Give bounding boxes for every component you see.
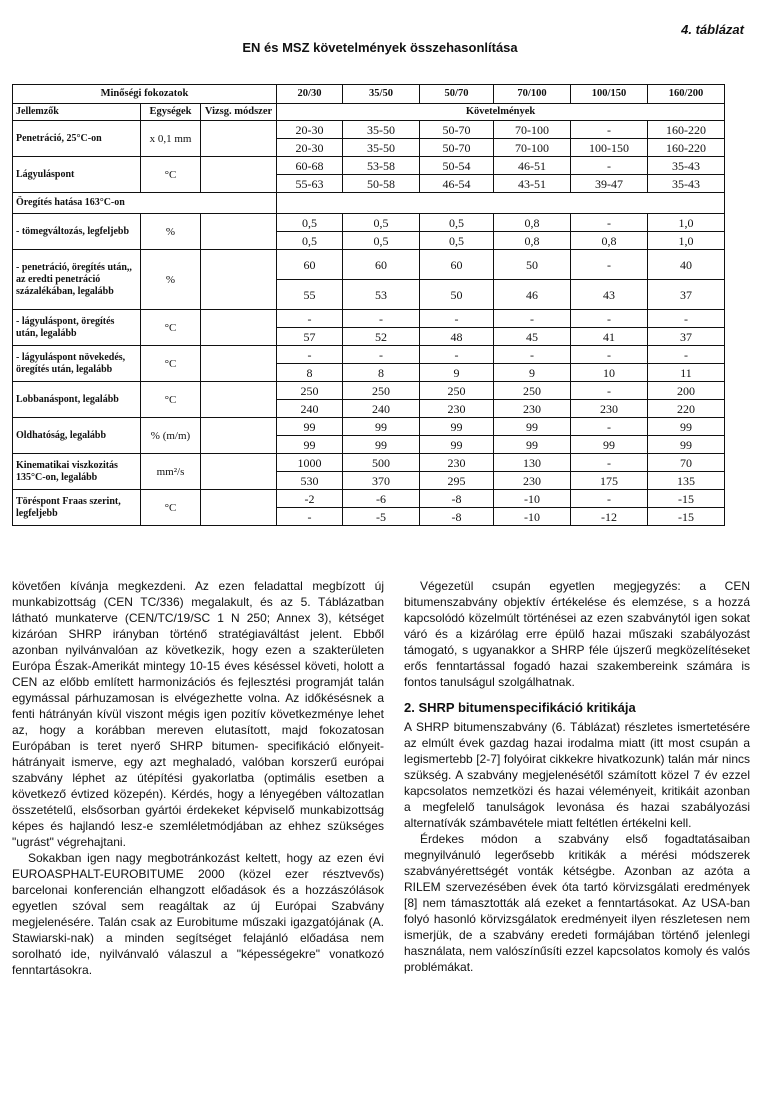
row-label: - lágyuláspont, öregítés után, legalább — [13, 310, 141, 346]
col-header-unit: Egységek — [141, 104, 201, 121]
msz-value-cell: 53 — [343, 280, 420, 310]
row-unit: % (m/m) — [141, 418, 201, 454]
en-value-cell: - — [343, 310, 420, 328]
msz-value-cell: -5 — [343, 508, 420, 526]
msz-value-cell: 37 — [648, 328, 725, 346]
row-unit: mm²/s — [141, 454, 201, 490]
row-unit: °C — [141, 310, 201, 346]
col-header-method: Vizsg. módszer — [201, 104, 277, 121]
en-value-cell: 70 — [648, 454, 725, 472]
msz-value-cell: 55 — [277, 280, 343, 310]
row-label: Kinematikai viszkozitás 135°C-on, legalább — [13, 454, 141, 490]
msz-value-cell: 43 — [571, 280, 648, 310]
msz-value-cell: 230 — [571, 400, 648, 418]
msz-value-cell: 57 — [277, 328, 343, 346]
row-unit: % — [141, 214, 201, 250]
table-row — [13, 346, 725, 364]
en-value-cell: 46-51 — [494, 157, 571, 175]
msz-value-cell: - — [277, 508, 343, 526]
msz-value-cell: 99 — [571, 436, 648, 454]
en-value-cell: 1,0 — [648, 214, 725, 232]
en-value-cell: 40 — [648, 250, 725, 280]
en-value-cell: 60-68 — [277, 157, 343, 175]
en-value-cell: 50-70 — [420, 121, 494, 139]
en-value-cell: - — [571, 418, 648, 436]
en-value-cell: - — [571, 490, 648, 508]
msz-value-cell: 20-30 — [277, 139, 343, 157]
table-number-label: 4. táblázat — [681, 22, 744, 37]
msz-value-cell: 220 — [648, 400, 725, 418]
msz-value-cell: 99 — [277, 436, 343, 454]
msz-value-cell: 52 — [343, 328, 420, 346]
row-method — [201, 490, 277, 526]
msz-value-cell: 10 — [571, 364, 648, 382]
grade-cell: 100/150 — [571, 85, 648, 104]
left-text-column — [12, 578, 384, 978]
en-value-cell: - — [648, 310, 725, 328]
paragraph: Sokakban igen nagy megbotránkozást keltett, hogy az ezen évi EUROASPHALT-EUROBITUME 2000 (közel ezer résztvevős) barcelonai konferencián elhangzott előadások és a hozzászólások egyetlen szóval sem reagáltak az új Európai Szabvány megjelenésére. Talán csak az Eurobitume műszaki igazgatójának (A. Stawiarski-nak) a minden segítséget felajánló előadása nem sorolható ide, nyilvánvaló válaszul a "képességekre" vonatkozó fenntartásokra. — [12, 851, 384, 977]
en-value-cell: 60 — [343, 250, 420, 280]
msz-value-cell: -8 — [420, 508, 494, 526]
msz-value-cell: 135 — [648, 472, 725, 490]
msz-value-cell: 11 — [648, 364, 725, 382]
row-method — [201, 214, 277, 250]
en-value-cell: 50-54 — [420, 157, 494, 175]
msz-value-cell: 99 — [648, 436, 725, 454]
en-value-cell: - — [571, 157, 648, 175]
msz-value-cell: 9 — [420, 364, 494, 382]
en-value-cell: 35-50 — [343, 121, 420, 139]
en-value-cell: -10 — [494, 490, 571, 508]
en-value-cell: 1000 — [277, 454, 343, 472]
right-text-column — [404, 578, 750, 975]
requirements-header: Követelmények — [277, 104, 725, 121]
en-value-cell: 99 — [648, 418, 725, 436]
msz-value-cell: 230 — [494, 400, 571, 418]
row-unit: °C — [141, 490, 201, 526]
msz-value-cell: 50-58 — [343, 175, 420, 193]
msz-value-cell: 50-70 — [420, 139, 494, 157]
msz-value-cell: 35-50 — [343, 139, 420, 157]
msz-value-cell: 99 — [343, 436, 420, 454]
row-label: - lágyuláspont növekedés, öregítés után, legalább — [13, 346, 141, 382]
table-section-label: Öregítés hatása 163°C-on — [13, 193, 277, 214]
msz-value-cell: 35-43 — [648, 175, 725, 193]
en-value-cell: 230 — [420, 454, 494, 472]
en-value-cell: - — [571, 310, 648, 328]
grade-cell: 35/50 — [343, 85, 420, 104]
msz-value-cell: 230 — [494, 472, 571, 490]
row-method — [201, 310, 277, 346]
msz-value-cell: 0,5 — [277, 232, 343, 250]
en-value-cell: 0,5 — [277, 214, 343, 232]
row-method — [201, 250, 277, 310]
msz-value-cell: 55-63 — [277, 175, 343, 193]
en-value-cell: 53-58 — [343, 157, 420, 175]
en-value-cell: 99 — [343, 418, 420, 436]
en-value-cell: 250 — [420, 382, 494, 400]
msz-value-cell: 370 — [343, 472, 420, 490]
row-method — [201, 346, 277, 382]
grade-cell: 50/70 — [420, 85, 494, 104]
en-value-cell: 0,5 — [420, 214, 494, 232]
msz-value-cell: 43-51 — [494, 175, 571, 193]
en-value-cell: - — [494, 346, 571, 364]
table-row — [13, 250, 725, 280]
paragraph: Érdekes módon a szabvány első fogadtatásaiban megnyilvánuló legerősebb kritikák a mérési módszerek szabványérettségét vonták kétségbe. Azonban az azóta a RILEM szervezésében évek óta tartó körvizsgálati eredmények [8] nem támasztották alá ezeket a fenntartásokat. Az USA-ban folyó hasonló körvizsgálatok eredményeit ilyen részletesen nem ismerjük, de a szabvány eredeti formájában történő jelenlegi használata, nem valószínűsíti ezzel kapcsolatos komoly és valós problémákat. — [404, 832, 750, 974]
en-value-cell: 500 — [343, 454, 420, 472]
table-empty-cell — [277, 193, 725, 214]
en-value-cell: 0,8 — [494, 214, 571, 232]
en-value-cell: 20-30 — [277, 121, 343, 139]
msz-value-cell: 46 — [494, 280, 571, 310]
en-value-cell: 60 — [277, 250, 343, 280]
en-value-cell: 35-43 — [648, 157, 725, 175]
en-value-cell: 60 — [420, 250, 494, 280]
msz-value-cell: 99 — [420, 436, 494, 454]
table-row — [13, 121, 725, 139]
msz-value-cell: 0,5 — [343, 232, 420, 250]
en-value-cell: - — [648, 346, 725, 364]
msz-value-cell: 0,5 — [420, 232, 494, 250]
paragraph: követően kívánja megkezdeni. Az ezen feladattal megbízott új munkabizottság (CEN TC/336) megalakult, és az 5. Táblázatban látható munkaterve (CEN/TC/19/SC 1 N 250; Annex 3), kétséget kizáróan SHRP irányban történő stratégiaváltást jelent. Ebből azonban nyilvánvalóan az következik, hogy ezen a szakterületen Európa Észak-Amerikát mintegy 10-15 éves késéssel követi, holott a CEN az előbb említett harmonizációs és fejlesztési programját talán egymással párhuzamosan is elvégezhette volna. Az időkésésnek a fenti hátrányán kívül viszont mégis igen pozitív következménye lehet az, hogy a korábban mereven elutasított, majd fokozatosan Európában is teret nyerő SHRP bitumen- specifikáció előnyeit-hátrányait ismerve, egy azt meghaladó, valóban korszerű európai szabvány léphet az útépítési gyakorlatba (optimális esetben a következő évtized közepén). Kérdés, hogy a lényegében változatlan összetételű, elsősorban gyártói érdekeket képviselő munkabizottság képes és hajlandó lesz-e szemléletmódjában az ehhez szükséges "ugrást" végrehajtani. — [12, 579, 384, 849]
en-value-cell: 200 — [648, 382, 725, 400]
en-value-cell: - — [494, 310, 571, 328]
msz-value-cell: 99 — [494, 436, 571, 454]
en-value-cell: 0,5 — [343, 214, 420, 232]
row-unit: °C — [141, 346, 201, 382]
grade-cell: 160/200 — [648, 85, 725, 104]
comparison-table — [12, 84, 725, 526]
msz-value-cell: 37 — [648, 280, 725, 310]
row-method — [201, 382, 277, 418]
en-value-cell: - — [571, 346, 648, 364]
table-row — [13, 490, 725, 508]
section-heading: 2. SHRP bitumenspecifikáció kritikája — [404, 700, 636, 715]
msz-value-cell: -10 — [494, 508, 571, 526]
en-value-cell: -15 — [648, 490, 725, 508]
en-value-cell: -8 — [420, 490, 494, 508]
table-row — [13, 382, 725, 400]
row-label: - penetráció, öregítés után,, az eredti penetráció százalékában, legalább — [13, 250, 141, 310]
msz-value-cell: 45 — [494, 328, 571, 346]
grade-cell: 20/30 — [277, 85, 343, 104]
msz-value-cell: -12 — [571, 508, 648, 526]
row-unit: x 0,1 mm — [141, 121, 201, 157]
msz-value-cell: 295 — [420, 472, 494, 490]
en-value-cell: 99 — [420, 418, 494, 436]
grade-cell: 70/100 — [494, 85, 571, 104]
en-value-cell: - — [571, 214, 648, 232]
en-value-cell: 250 — [277, 382, 343, 400]
msz-value-cell: 46-54 — [420, 175, 494, 193]
en-value-cell: - — [571, 250, 648, 280]
row-method — [201, 418, 277, 454]
row-method — [201, 121, 277, 157]
row-label: Penetráció, 25°C-on — [13, 121, 141, 157]
msz-value-cell: 41 — [571, 328, 648, 346]
msz-value-cell: 0,8 — [494, 232, 571, 250]
row-label: Töréspont Fraas szerint, legfeljebb — [13, 490, 141, 526]
en-value-cell: - — [571, 382, 648, 400]
en-value-cell: -6 — [343, 490, 420, 508]
msz-value-cell: 175 — [571, 472, 648, 490]
row-label: Oldhatóság, legalább — [13, 418, 141, 454]
en-value-cell: 250 — [494, 382, 571, 400]
table-row — [13, 214, 725, 232]
en-value-cell: - — [420, 346, 494, 364]
table-row — [13, 157, 725, 175]
row-unit: °C — [141, 157, 201, 193]
grade-header: Minőségi fokozatok — [13, 85, 277, 104]
paragraph: Végezetül csupán egyetlen megjegyzés: a CEN bitumenszabvány objektív értékelése és elemzése, s a hozzá kapcsolódó közelmúlt történései az ezen szabványtól igen sokat váró és a kizárólag erre épülő hazai műszaki szabályozást támogató, s ugyanakkor a SHRP féle újszerű megközelítéseket erős fenntartással fogadó hazai szakembereink számára is fontos tanulságul szolgálhatnak. — [404, 579, 750, 689]
en-value-cell: - — [343, 346, 420, 364]
msz-value-cell: 530 — [277, 472, 343, 490]
en-value-cell: 99 — [494, 418, 571, 436]
en-value-cell: 99 — [277, 418, 343, 436]
table-row — [13, 310, 725, 328]
en-value-cell: 50 — [494, 250, 571, 280]
row-unit: % — [141, 250, 201, 310]
msz-value-cell: 100-150 — [571, 139, 648, 157]
en-value-cell: -2 — [277, 490, 343, 508]
msz-value-cell: 240 — [343, 400, 420, 418]
en-value-cell: 70-100 — [494, 121, 571, 139]
paragraph: A SHRP bitumenszabvány (6. Táblázat) részletes ismertetésére az elmúlt évek gazdag hazai irodalma miatt (itt most csupán a legismertebb [2-7] folyóirat cikkekre hivatkozunk) talán már nincs szükség. A szabvány megjelenésétől számított közel 7 év ezzel kapcsolatos nemzetközi és hazai véleményeit, kritikáit azonban a megfelelő tanulságok levonása és hazai szabályozási alternatívák számbavétele miatt feltétlen értékelni kell. — [404, 720, 750, 830]
en-value-cell: - — [571, 121, 648, 139]
en-value-cell: - — [277, 346, 343, 364]
row-label: Lobbanáspont, legalább — [13, 382, 141, 418]
msz-value-cell: 70-100 — [494, 139, 571, 157]
msz-value-cell: 39-47 — [571, 175, 648, 193]
en-value-cell: 130 — [494, 454, 571, 472]
en-value-cell: 160-220 — [648, 121, 725, 139]
msz-value-cell: 1,0 — [648, 232, 725, 250]
row-label: Lágyuláspont — [13, 157, 141, 193]
col-header-property: Jellemzők — [13, 104, 141, 121]
table-title: EN és MSZ követelmények összehasonlítása — [242, 40, 518, 55]
msz-value-cell: 160-220 — [648, 139, 725, 157]
msz-value-cell: 9 — [494, 364, 571, 382]
en-value-cell: - — [571, 454, 648, 472]
table-row — [13, 418, 725, 436]
row-method — [201, 157, 277, 193]
row-unit: °C — [141, 382, 201, 418]
msz-value-cell: 0,8 — [571, 232, 648, 250]
row-label: - tömegváltozás, legfeljebb — [13, 214, 141, 250]
row-method — [201, 454, 277, 490]
msz-value-cell: 240 — [277, 400, 343, 418]
msz-value-cell: 230 — [420, 400, 494, 418]
msz-value-cell: 8 — [343, 364, 420, 382]
msz-value-cell: 48 — [420, 328, 494, 346]
en-value-cell: - — [420, 310, 494, 328]
en-value-cell: - — [277, 310, 343, 328]
msz-value-cell: -15 — [648, 508, 725, 526]
table-row — [13, 454, 725, 472]
msz-value-cell: 8 — [277, 364, 343, 382]
en-value-cell: 250 — [343, 382, 420, 400]
msz-value-cell: 50 — [420, 280, 494, 310]
